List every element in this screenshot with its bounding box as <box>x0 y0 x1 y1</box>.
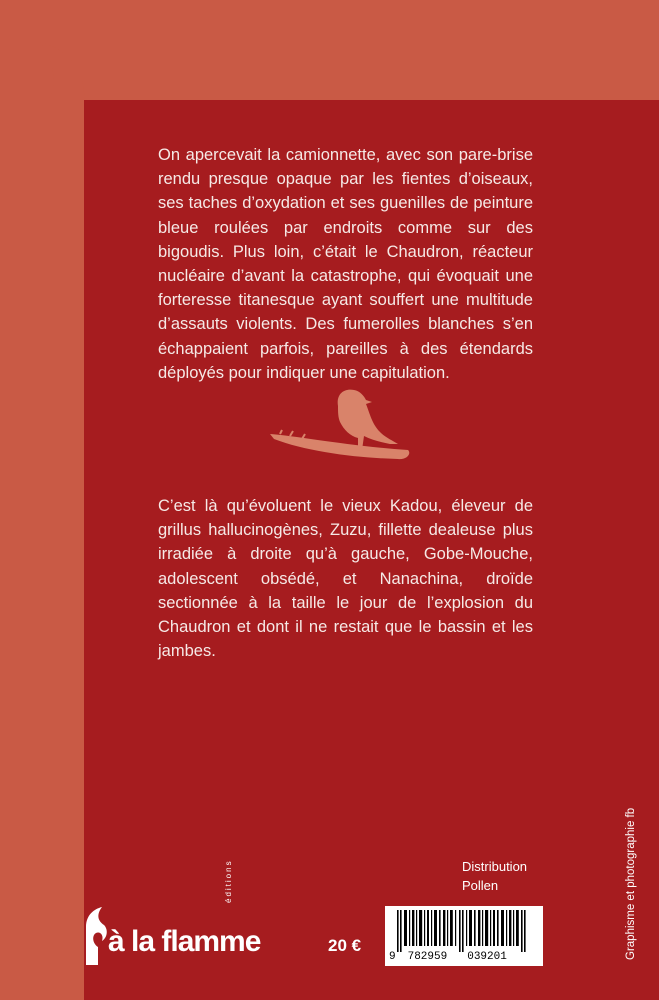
synopsis-paragraph-2: C’est là qu’évoluent le vieux Kadou, éleveur de grillus hallucinogènes, Zuzu, fillette dealeuse plus irradiée à droite qu’à gauche, Gobe-Mouche, adolescent obsédé, et Nanachina, droïde sectionnée à la taille le jour de l’explosion du Chaudron et dont il ne restait que le bassin et les jambes. <box>158 497 533 661</box>
isbn-group-1: 782959 <box>407 951 448 963</box>
distribution-info <box>462 857 527 895</box>
isbn-barcode <box>385 906 543 966</box>
isbn-group-2: 039201 <box>467 951 507 963</box>
publisher-logo <box>84 859 274 967</box>
isbn-digits <box>389 951 539 963</box>
distribution-label: Distribution <box>462 859 528 874</box>
design-credit: Graphisme et photographie fb <box>625 807 637 960</box>
distributor-name: Pollen <box>462 878 499 893</box>
crow-on-feather-icon <box>268 384 416 464</box>
flame-icon <box>84 907 108 965</box>
barcode-bars <box>385 906 543 952</box>
editions-label: éditions <box>224 859 233 903</box>
price: 20 € <box>328 936 362 955</box>
publisher-name: à la flamme <box>108 925 261 958</box>
synopsis-paragraph-1: On apercevait la camionnette, avec son pare-brise rendu presque opaque par les fientes d’oiseaux, ses taches d’oxydation et ses guenilles de peinture bleue roulées par endroits comme sur des bigoudis. Plus loin, c’était le Chaudron, réacteur nucléaire d’avant la catastrophe, qui évoquait une forteresse titanesque ayant souffert une multitude d’assauts violents. Des fumerolles blanches s’en échappaient parfois, pareilles à des étendards déployés pour indiquer une capitulation. <box>158 146 533 382</box>
isbn-prefix: 9 <box>389 951 396 963</box>
